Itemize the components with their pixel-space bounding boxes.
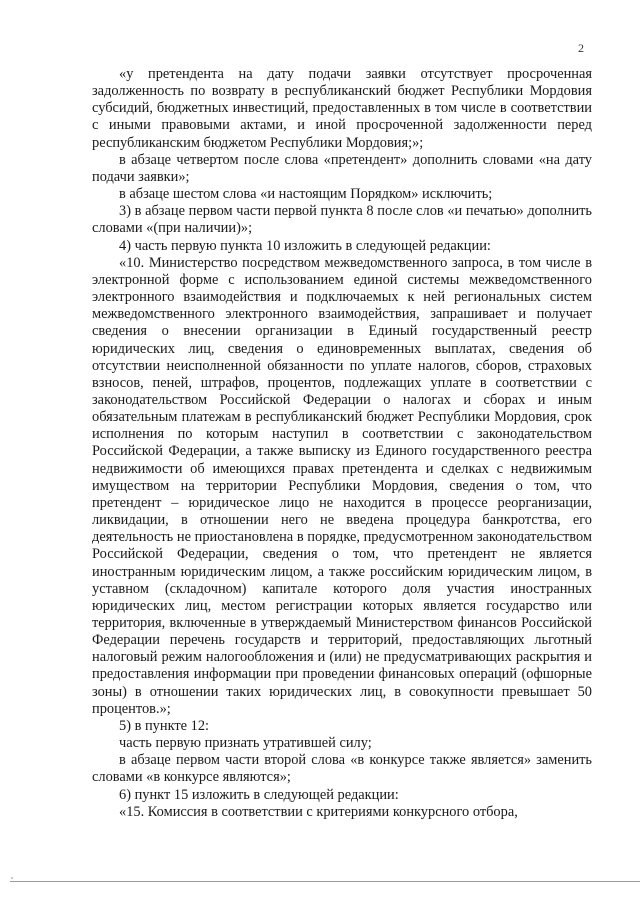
- paragraph: 3) в абзаце первом части первой пункта 8 после слов «и печатью» дополнить словами «(при наличии)»;: [92, 203, 592, 237]
- paragraph: в абзаце шестом слова «и настоящим Порядком» исключить;: [119, 186, 493, 203]
- paragraph: в абзаце четвертом после слова «претендент» дополнить словами «на дату подачи заявки»;: [92, 151, 592, 185]
- paragraph: «15. Комиссия в соответствии с критериями конкурсного отбора,: [119, 803, 518, 820]
- document-body: [92, 66, 592, 821]
- paragraph: 6) пункт 15 изложить в следующей редакции:: [119, 786, 399, 803]
- paragraph: «10. Министерство посредством межведомственного запроса, в том числе в электронной форме с использованием единой системы межведомственного электронного взаимодействия и подключаемых к ней региональных систем межведомственного электронного взаимодействия, запрашивает и получает сведения о внесении организации в Единый государственный реестр юридических лиц, сведения о единовременных выплатах, сведения об отсутствии неисполненной обязанности по уплате налогов, сборов, страховых взносов, пеней, штрафов, процентов, подлежащих уплате в соответствии с законодательством Российской Федерации о налогах и сборах и иным обязательным платежам в республиканский бюджет Республики Мордовия, срок исполнения по которым наступил в соответствии с законодательством Российской Федерации, а также выписку из Единого государственного реестра недвижимости об имеющихся правах претендента и сделках с недвижимым имуществом на территории Республики Мордовия, сведения о том, что претендент – юридическое лицо не находится в процессе реорганизации, ликвидации, в отношении него не введена процедура банкротства, его деятельность не приостановлена в порядке, предусмотренном законодательством Российской Федерации, сведения о том, что претендент не является иностранным юридическим лицом, а также российским юридическим лицом, в уставном (складочном) капитале которого доля участия иностранных юридических лиц, местом регистрации которых является государство или территория, включенные в утверждаемый Министерством финансов Российской Федерации перечень государств и территорий, предоставляющих льготный налоговый режим налогообложения и (или) не предусматривающих раскрытия и предоставления информации при проведении финансовых операций (офшорные зоны) в отношении таких юридических лиц, в совокупности превышает 50 процентов.»;: [92, 254, 592, 717]
- paragraph: 4) часть первую пункта 10 изложить в следующей редакции:: [119, 237, 491, 254]
- paragraph: 5) в пункте 12:: [119, 717, 210, 734]
- scan-edge-line: [10, 881, 640, 882]
- paragraph: «у претендента на дату подачи заявки отсутствует просроченная задолженность по возврату в республиканский бюджет Республики Мордовия субсидий, бюджетных инвестиций, предоставленных в том числе в соответствии с иными правовыми актами, и иной просроченной задолженности перед республиканским бюджетом Республики Мордовия;»;: [92, 66, 592, 151]
- paragraph: в абзаце первом части второй слова «в конкурсе также является» заменить словами «в конкурсе являются»;: [92, 752, 592, 786]
- scan-artifact-dot: [11, 877, 13, 879]
- paragraph: часть первую признать утратившей силу;: [119, 735, 372, 752]
- page-number: 2: [578, 41, 584, 55]
